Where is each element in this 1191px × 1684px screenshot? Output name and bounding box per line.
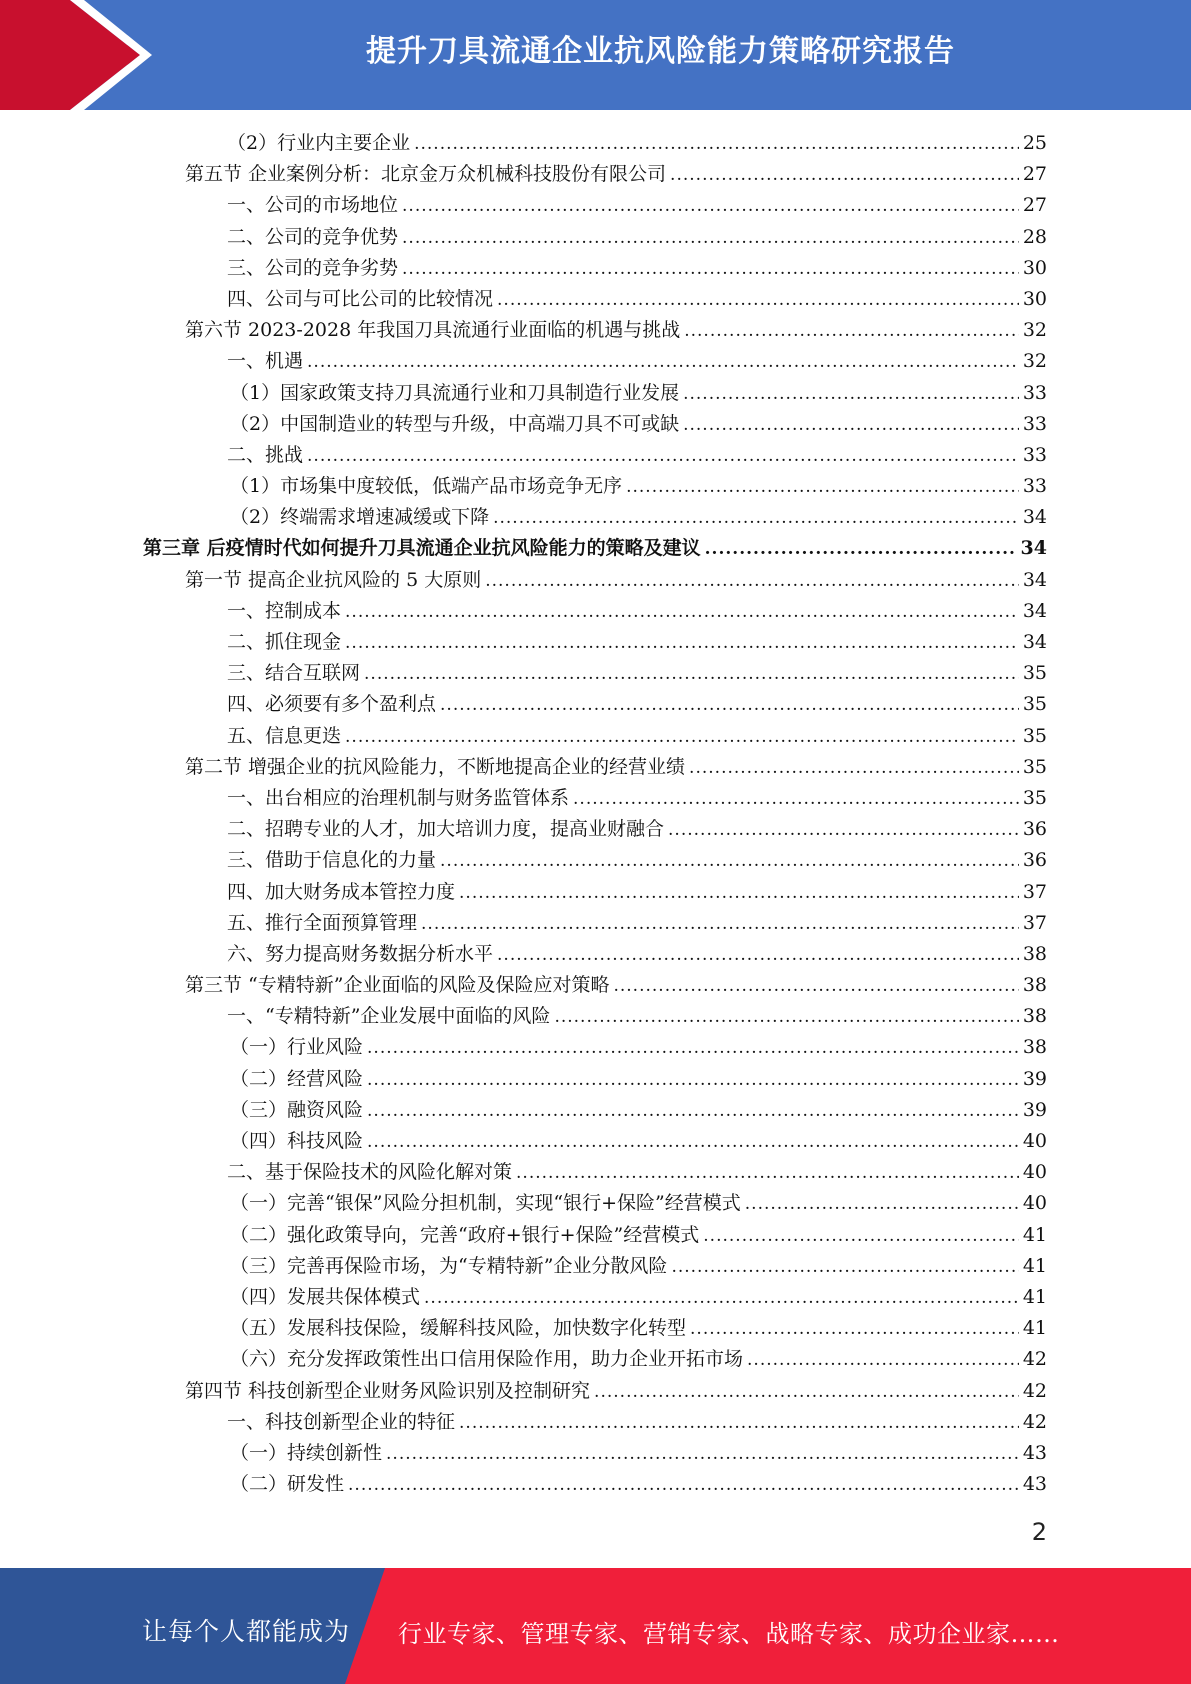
toc-dot-leader bbox=[345, 628, 1019, 659]
toc-entry-title: 二、公司的竞争优势 bbox=[227, 225, 399, 248]
toc-entry[interactable] bbox=[0, 627, 1191, 658]
toc-entry[interactable] bbox=[0, 222, 1191, 253]
toc-entry[interactable] bbox=[0, 814, 1191, 845]
toc-entry[interactable] bbox=[0, 1001, 1191, 1032]
toc-entry-page: 25 bbox=[1022, 132, 1047, 154]
toc-entry-title: （三）完善再保险市场，为“专精特新”企业分散风险 bbox=[230, 1254, 668, 1277]
toc-dot-leader bbox=[497, 285, 1019, 316]
toc-dot-leader bbox=[573, 784, 1019, 815]
toc-entry-title: 二、招聘专业的人才，加大培训力度，提高业财融合 bbox=[227, 818, 665, 841]
toc-entry-title: （二）经营风险 bbox=[230, 1067, 364, 1090]
toc-entry-page: 42 bbox=[1022, 1348, 1047, 1371]
toc-dot-leader bbox=[683, 379, 1019, 410]
toc-entry-title: 二、挑战 bbox=[227, 443, 304, 466]
toc-dot-leader bbox=[747, 1345, 1019, 1376]
toc-entry-page: 41 bbox=[1022, 1254, 1047, 1277]
toc-entry-title: 一、公司的市场地位 bbox=[227, 194, 399, 217]
toc-entry[interactable] bbox=[0, 721, 1191, 752]
toc-entry-page: 36 bbox=[1022, 849, 1047, 872]
toc-entry-page: 28 bbox=[1022, 225, 1047, 248]
toc-entry-page: 34 bbox=[1022, 506, 1047, 529]
toc-entry[interactable] bbox=[0, 658, 1191, 689]
toc-entry[interactable] bbox=[0, 1126, 1191, 1157]
toc-dot-leader bbox=[367, 1033, 1019, 1064]
toc-entry[interactable] bbox=[0, 440, 1191, 471]
toc-entry-page: 41 bbox=[1022, 1223, 1047, 1246]
toc-entry-page: 39 bbox=[1022, 1098, 1047, 1121]
toc-entry-title: （六）充分发挥政策性出口信用保险作用，助力企业开拓市场 bbox=[230, 1348, 744, 1371]
toc-dot-leader bbox=[493, 503, 1019, 534]
toc-entry[interactable] bbox=[0, 1438, 1191, 1469]
toc-dot-leader bbox=[307, 347, 1019, 378]
toc-dot-leader bbox=[367, 1127, 1019, 1158]
toc-entry-title: 第六节 2023-2028 年我国刀具流通行业面临的机遇与挑战 bbox=[185, 319, 681, 342]
toc-entry-page: 36 bbox=[1022, 818, 1047, 841]
toc-entry-title: 四、加大财务成本管控力度 bbox=[227, 880, 456, 903]
toc-entry[interactable] bbox=[0, 1188, 1191, 1219]
toc-entry-title: 三、公司的竞争劣势 bbox=[227, 256, 399, 279]
toc-entry-title: 第四节 科技创新型企业财务风险识别及控制研究 bbox=[185, 1379, 591, 1402]
page-number: 2 bbox=[1031, 1518, 1047, 1546]
toc-entry[interactable] bbox=[0, 1251, 1191, 1282]
toc-entry[interactable] bbox=[0, 970, 1191, 1001]
toc-entry-page: 41 bbox=[1022, 1317, 1047, 1340]
toc-dot-leader bbox=[367, 1096, 1019, 1127]
toc-entry-title: 一、科技创新型企业的特征 bbox=[227, 1410, 456, 1433]
toc-entry-page: 34 bbox=[1022, 599, 1047, 622]
toc-entry-page: 30 bbox=[1022, 256, 1047, 279]
toc-entry[interactable] bbox=[0, 409, 1191, 440]
toc-entry[interactable] bbox=[0, 1064, 1191, 1095]
toc-entry-title: 第三章 后疫情时代如何提升刀具流通企业抗风险能力的策略及建议 bbox=[143, 537, 701, 560]
toc-dot-leader bbox=[554, 1002, 1018, 1033]
toc-entry-title: （1）市场集中度较低，低端产品市场竞争无序 bbox=[230, 475, 623, 498]
toc-dot-leader bbox=[402, 254, 1019, 285]
toc-entry[interactable] bbox=[0, 908, 1191, 939]
toc-entry-title: 五、信息更迭 bbox=[227, 724, 342, 747]
toc-dot-leader bbox=[414, 129, 1019, 160]
toc-dot-leader bbox=[703, 1221, 1019, 1252]
toc-entry-title: 三、结合互联网 bbox=[227, 662, 361, 685]
toc-entry-page: 27 bbox=[1022, 163, 1047, 186]
toc-entry-page: 35 bbox=[1022, 786, 1047, 809]
toc-dot-leader bbox=[386, 1439, 1019, 1470]
toc-dot-leader bbox=[440, 846, 1019, 877]
toc-entry-title: 第五节 企业案例分析：北京金万众机械科技股份有限公司 bbox=[185, 163, 667, 186]
toc-entry-page: 34 bbox=[1020, 537, 1047, 560]
toc-entry-page: 34 bbox=[1022, 568, 1047, 591]
toc-entry-title: （四）科技风险 bbox=[230, 1130, 364, 1152]
toc-entry[interactable] bbox=[0, 128, 1191, 159]
toc-entry-title: 一、机遇 bbox=[227, 350, 304, 373]
toc-dot-leader bbox=[424, 1283, 1019, 1314]
toc-entry[interactable] bbox=[0, 1469, 1191, 1500]
toc-entry-title: （五）发展科技保险，缓解科技风险，加快数字化转型 bbox=[230, 1317, 687, 1340]
toc-entry-page: 43 bbox=[1022, 1441, 1047, 1464]
toc-entry-page: 35 bbox=[1022, 693, 1047, 716]
toc-entry-page: 38 bbox=[1022, 942, 1047, 965]
toc-entry[interactable] bbox=[0, 253, 1191, 284]
toc-entry-title: 一、“专精特新”企业发展中面临的风险 bbox=[227, 1005, 551, 1028]
toc-entry-page: 35 bbox=[1022, 755, 1047, 778]
toc-dot-leader bbox=[690, 1314, 1019, 1345]
toc-entry-title: 三、借助于信息化的力量 bbox=[227, 849, 437, 872]
toc-entry[interactable] bbox=[0, 845, 1191, 876]
toc-entry-page: 38 bbox=[1022, 1036, 1047, 1059]
toc-entry-title: （1）国家政策支持刀具流通行业和刀具制造行业发展 bbox=[230, 381, 680, 404]
toc-entry-page: 42 bbox=[1022, 1379, 1047, 1402]
toc-entry-page: 40 bbox=[1022, 1192, 1047, 1215]
toc-entry-title: 四、公司与可比公司的比较情况 bbox=[227, 287, 494, 310]
toc-entry-page: 38 bbox=[1022, 1005, 1047, 1028]
toc-entry-page: 37 bbox=[1022, 880, 1047, 903]
toc-entry-title: 一、出台相应的治理机制与财务监管体系 bbox=[227, 786, 570, 809]
toc-entry[interactable] bbox=[0, 1032, 1191, 1063]
toc-entry-page: 32 bbox=[1022, 319, 1047, 342]
toc-dot-leader bbox=[684, 316, 1019, 347]
toc-dot-leader bbox=[459, 878, 1019, 909]
toc-entry-title: 六、努力提高财务数据分析水平 bbox=[227, 942, 494, 965]
toc-dot-leader bbox=[485, 566, 1019, 597]
toc-entry-page: 39 bbox=[1022, 1067, 1047, 1090]
toc-dot-leader bbox=[345, 722, 1019, 753]
toc-dot-leader bbox=[594, 1377, 1019, 1408]
toc-dot-leader bbox=[745, 1189, 1019, 1220]
toc-entry[interactable] bbox=[0, 346, 1191, 377]
toc-entry-page: 30 bbox=[1022, 287, 1047, 310]
footer-slogan-right: 行业专家、管理专家、营销专家、战略专家、成功企业家…… bbox=[398, 1620, 1060, 1648]
toc-dot-leader bbox=[516, 1158, 1019, 1189]
toc-entry[interactable] bbox=[0, 159, 1191, 190]
toc-entry[interactable] bbox=[0, 752, 1191, 783]
toc-entry-title: 四、必须要有多个盈利点 bbox=[227, 693, 437, 716]
toc-dot-leader bbox=[367, 1065, 1019, 1096]
toc-dot-leader bbox=[613, 971, 1018, 1002]
page-footer bbox=[0, 1568, 1191, 1684]
toc-entry-page: 32 bbox=[1022, 350, 1047, 373]
toc-entry-page: 34 bbox=[1022, 631, 1047, 653]
toc-dot-leader bbox=[670, 160, 1019, 191]
toc-entry-page: 38 bbox=[1022, 974, 1047, 997]
toc-entry-title: 第一节 提高企业抗风险的 5 大原则 bbox=[185, 568, 482, 591]
toc-entry-page: 35 bbox=[1022, 662, 1047, 685]
toc-entry[interactable] bbox=[0, 877, 1191, 908]
toc-entry-title: 第三节 “专精特新”企业面临的风险及保险应对策略 bbox=[185, 974, 610, 997]
toc-entry-page: 33 bbox=[1022, 412, 1047, 435]
toc-entry-title: 五、推行全面预算管理 bbox=[227, 911, 418, 934]
toc-dot-leader bbox=[421, 909, 1019, 940]
toc-entry[interactable] bbox=[0, 533, 1191, 564]
toc-entry-page: 43 bbox=[1022, 1473, 1047, 1496]
toc-entry-page: 37 bbox=[1022, 911, 1047, 934]
toc-dot-leader bbox=[307, 441, 1019, 472]
toc-dot-leader bbox=[364, 659, 1019, 690]
toc-entry[interactable] bbox=[0, 471, 1191, 502]
toc-entry-title: （一）行业风险 bbox=[230, 1036, 364, 1059]
toc-entry[interactable] bbox=[0, 1220, 1191, 1251]
toc-dot-leader bbox=[626, 472, 1019, 503]
toc-entry-title: 二、基于保险技术的风险化解对策 bbox=[227, 1161, 513, 1184]
toc-entry-page: 35 bbox=[1022, 724, 1047, 747]
toc-entry[interactable] bbox=[0, 378, 1191, 409]
toc-entry[interactable] bbox=[0, 565, 1191, 596]
toc-entry-title: 一、控制成本 bbox=[227, 599, 342, 622]
table-of-contents bbox=[0, 128, 1191, 1500]
toc-entry-page: 41 bbox=[1022, 1285, 1047, 1308]
toc-dot-leader bbox=[348, 1470, 1019, 1501]
toc-entry[interactable] bbox=[0, 596, 1191, 627]
toc-entry-page: 33 bbox=[1022, 475, 1047, 498]
toc-dot-leader bbox=[668, 815, 1019, 846]
toc-entry[interactable] bbox=[0, 783, 1191, 814]
toc-entry-page: 42 bbox=[1022, 1410, 1047, 1433]
toc-entry[interactable] bbox=[0, 1407, 1191, 1438]
page-header bbox=[0, 0, 1191, 110]
toc-entry[interactable] bbox=[0, 502, 1191, 533]
toc-dot-leader bbox=[402, 191, 1019, 222]
toc-entry-title: （一）完善“银保”风险分担机制，实现“银行+保险”经营模式 bbox=[230, 1192, 741, 1215]
toc-entry-title: （2）行业内主要企业 bbox=[227, 132, 411, 154]
toc-entry[interactable] bbox=[0, 1313, 1191, 1344]
toc-entry-title: （二）研发性 bbox=[230, 1473, 345, 1496]
toc-entry-page: 40 bbox=[1022, 1130, 1047, 1152]
toc-entry[interactable] bbox=[0, 689, 1191, 720]
toc-dot-leader bbox=[459, 1408, 1019, 1439]
document-title: 提升刀具流通企业抗风险能力策略研究报告 bbox=[366, 34, 955, 69]
toc-entry[interactable] bbox=[0, 939, 1191, 970]
toc-entry-page: 27 bbox=[1022, 194, 1047, 217]
toc-entry-title: （四）发展共保体模式 bbox=[230, 1285, 421, 1308]
toc-entry-title: （2）中国制造业的转型与升级，中高端刀具不可或缺 bbox=[230, 412, 680, 435]
toc-entry-title: （2）终端需求增速减缓或下降 bbox=[230, 506, 490, 529]
toc-entry-title: （一）持续创新性 bbox=[230, 1441, 383, 1464]
toc-entry[interactable] bbox=[0, 315, 1191, 346]
toc-dot-leader bbox=[345, 597, 1019, 628]
toc-entry-page: 33 bbox=[1022, 443, 1047, 466]
toc-dot-leader bbox=[689, 753, 1019, 784]
toc-entry[interactable] bbox=[0, 1095, 1191, 1126]
toc-dot-leader bbox=[671, 1252, 1018, 1283]
toc-entry[interactable] bbox=[0, 1344, 1191, 1375]
header-arrow-red bbox=[0, 0, 150, 110]
toc-entry-title: 二、抓住现金 bbox=[227, 631, 342, 653]
toc-entry[interactable] bbox=[0, 190, 1191, 221]
toc-entry[interactable] bbox=[0, 284, 1191, 315]
toc-entry-title: （三）融资风险 bbox=[230, 1098, 364, 1121]
toc-dot-leader bbox=[402, 223, 1019, 254]
toc-dot-leader bbox=[683, 410, 1019, 441]
toc-dot-leader bbox=[440, 690, 1019, 721]
footer-slogan-left: 让每个人都能成为 bbox=[142, 1617, 351, 1646]
toc-entry-page: 33 bbox=[1022, 381, 1047, 404]
toc-dot-leader bbox=[705, 534, 1017, 565]
toc-entry[interactable] bbox=[0, 1376, 1191, 1407]
toc-entry-title: 第二节 增强企业的抗风险能力，不断地提高企业的经营业绩 bbox=[185, 755, 686, 778]
toc-entry[interactable] bbox=[0, 1282, 1191, 1313]
toc-entry-page: 40 bbox=[1022, 1161, 1047, 1184]
toc-entry[interactable] bbox=[0, 1157, 1191, 1188]
toc-entry-title: （二）强化政策导向，完善“政府+银行+保险”经营模式 bbox=[230, 1223, 700, 1246]
toc-dot-leader bbox=[497, 940, 1019, 971]
